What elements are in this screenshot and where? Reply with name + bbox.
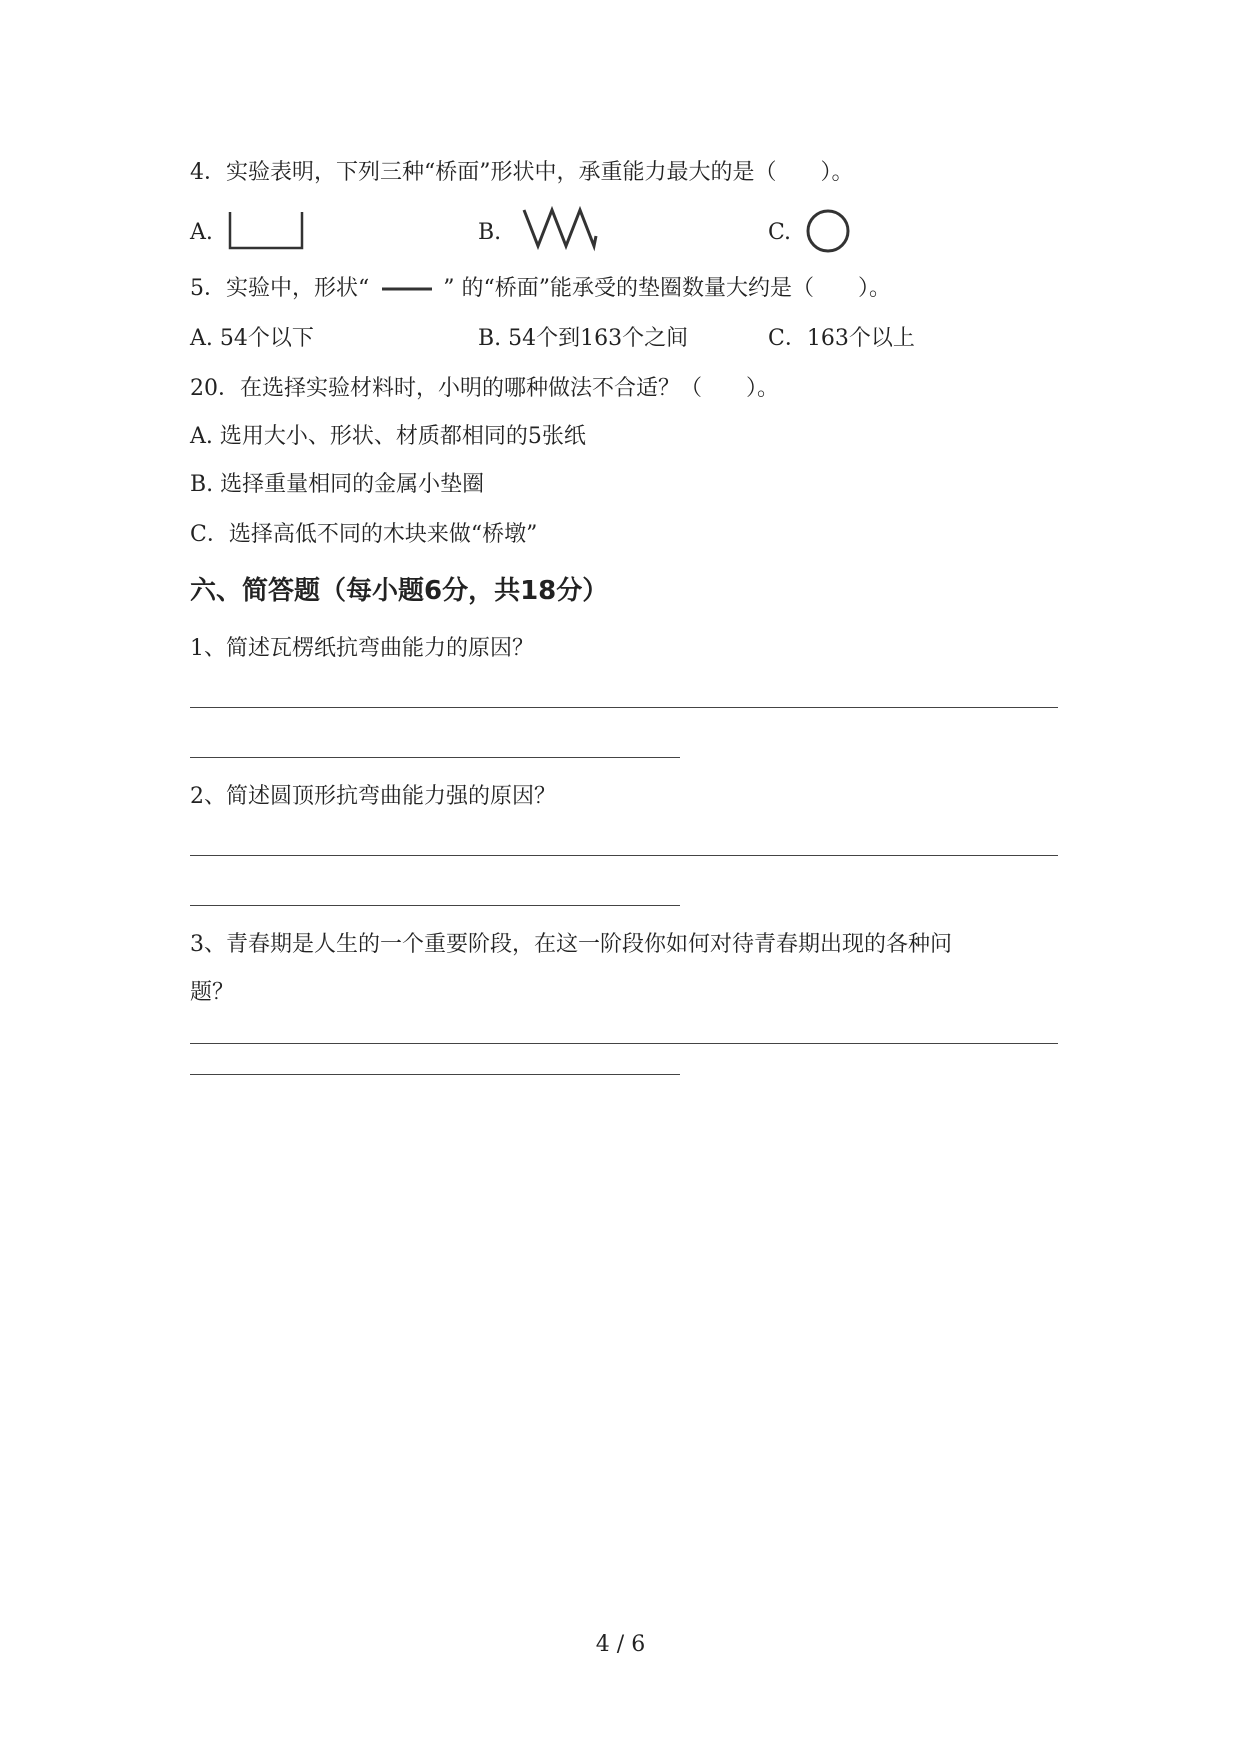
circle-shape-icon [803,208,853,254]
section-heading: 六、简答题（每小题6分，共18分） [190,576,609,606]
short-answer-question-1: 1、简述瓦楞纸抗弯曲能力的原因？ [190,636,534,661]
q20-stem: 20．在选择实验材料时，小明的哪种做法不合适？（ ）。 [190,376,779,401]
q4-stem: 4．实验表明，下列三种“桥面”形状中，承重能力最大的是（ ）。 [190,160,854,185]
zigzag-shape-icon [520,206,602,252]
q20-option-a: A. 选用大小、形状、材质都相同的5张纸 [190,424,586,449]
q5-stem-before: 5．实验中，形状“ [190,276,370,301]
answer-line[interactable] [190,757,680,758]
answer-line[interactable] [190,707,1058,708]
q20-option-b: B. 选择重量相同的金属小垫圈 [190,472,485,497]
page-number: 4 / 6 [595,1632,646,1657]
q5-option-b: B. 54个到163个之间 [478,326,689,351]
short-answer-question-3-line1: 3、青春期是人生的一个重要阶段，在这一阶段你如何对待青春期出现的各种问 [190,932,952,957]
short-answer-question-3-line2: 题？ [190,980,235,1005]
answer-line[interactable] [190,855,1058,856]
q5-option-a: A. 54个以下 [190,326,314,351]
q20-option-c: C．选择高低不同的木块来做“桥墩” [190,522,538,547]
q4-option-b-label: B. [478,220,502,245]
q5-option-c: C．163个以上 [768,326,915,351]
answer-line[interactable] [190,1043,1058,1044]
answer-line[interactable] [190,1074,680,1075]
q4-option-c-label: C. [768,220,792,245]
short-answer-question-2: 2、简述圆顶形抗弯曲能力强的原因？ [190,784,556,809]
q4-option-a-label: A. [190,220,213,245]
answer-line[interactable] [190,905,680,906]
q5-stem [190,274,891,304]
q5-stem-after: ” 的“桥面”能承受的垫圈数量大约是（ ）。 [443,276,891,301]
flat-line-shape-icon [376,279,436,299]
u-channel-shape-icon [226,208,308,254]
